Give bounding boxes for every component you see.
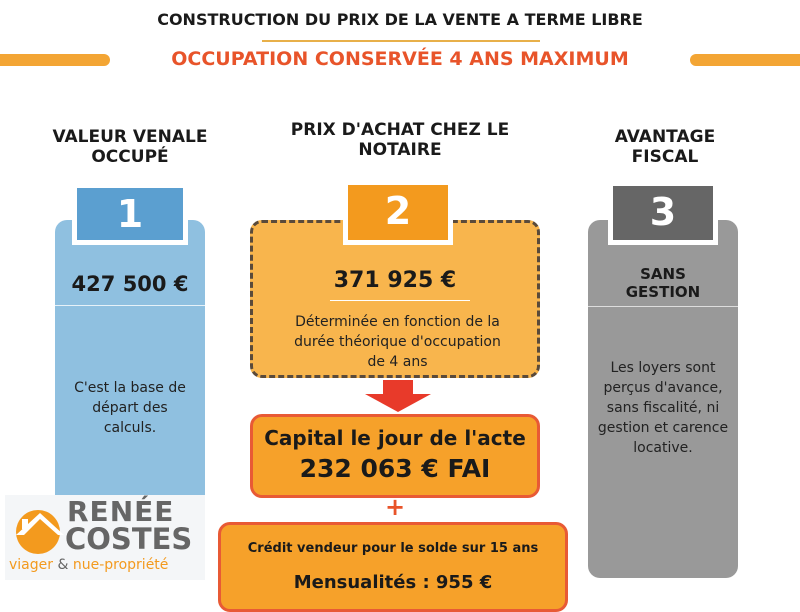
column-1-text: C'est la base de départ des calculs. bbox=[74, 380, 186, 436]
logo-tag-viager: viager bbox=[9, 557, 54, 573]
column-2-heading: PRIX D'ACHAT CHEZ LE NOTAIRE bbox=[290, 120, 510, 160]
column-2-divider bbox=[330, 300, 470, 301]
credit-box bbox=[218, 522, 568, 612]
credit-value: Mensualités : 955 € bbox=[293, 572, 493, 593]
house-logo-icon bbox=[10, 505, 68, 555]
column-1-value: 427 500 € bbox=[71, 272, 189, 296]
column-3-text: Les loyers sont perçus d'avance, sans fiscalité, ni gestion et carence locative. bbox=[597, 360, 729, 456]
logo-tag-amp: & bbox=[57, 557, 69, 573]
credit-label: Crédit vendeur pour le solde sur 15 ans bbox=[247, 541, 539, 556]
column-3-divider bbox=[588, 306, 738, 307]
logo-line1: RENÉE bbox=[67, 495, 175, 528]
column-3-badge: 3 bbox=[608, 186, 718, 245]
logo-tag-np: nue-propriété bbox=[72, 557, 169, 573]
column-3-value: SANS GESTION bbox=[625, 265, 701, 301]
column-2-value: 371 925 € bbox=[333, 268, 457, 293]
column-2-badge: 2 bbox=[343, 185, 453, 245]
logo-tagline bbox=[9, 557, 168, 573]
plus-sign: + bbox=[384, 493, 406, 521]
column-1-heading: VALEUR VENALE OCCUPÉ bbox=[52, 127, 208, 167]
capital-value: 232 063 € FAI bbox=[299, 454, 491, 483]
column-2-text: Déterminée en fonction de la durée théorique d'occupation de 4 ans bbox=[294, 314, 501, 370]
column-3-heading: AVANTAGE FISCAL bbox=[614, 127, 716, 167]
capital-box bbox=[250, 414, 540, 498]
logo-line2: COSTES bbox=[65, 522, 193, 556]
column-1-divider bbox=[55, 305, 205, 306]
logo bbox=[5, 495, 205, 580]
page-subtitle: OCCUPATION CONSERVÉE 4 ANS MAXIMUM bbox=[171, 48, 629, 70]
page-title: CONSTRUCTION DU PRIX DE LA VENTE A TERME LIBRE bbox=[157, 10, 643, 29]
arrow-down-icon bbox=[363, 380, 433, 412]
capital-label: Capital le jour de l'acte bbox=[264, 426, 526, 450]
title-underline bbox=[262, 40, 540, 42]
column-1-badge: 1 bbox=[72, 188, 188, 245]
